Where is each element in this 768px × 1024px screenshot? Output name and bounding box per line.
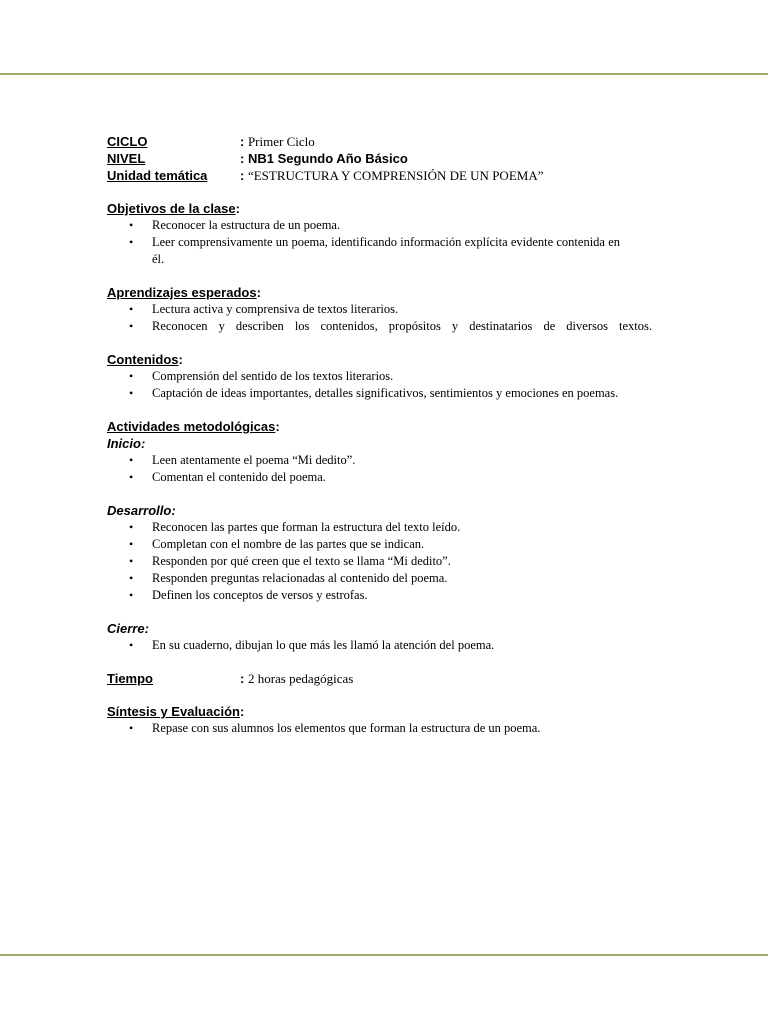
sintesis-heading: Síntesis y Evaluación: [107,704,245,719]
tiempo-label: Tiempo [107,671,153,686]
list-item: • Completan con el nombre de las partes que se indican. [129,537,425,551]
nivel-row: NIVEL : NB1 Segundo Año Básico [107,151,408,166]
ciclo-label: CICLO [107,134,148,149]
sintesis-list [107,720,667,737]
list-item: • Definen los conceptos de versos y estrofas. [129,588,368,602]
list-item: • Leer comprensivamente un poema, identificando información explícita evidente contenida en él. [129,235,620,266]
list-item: • Reconocen y describen los contenidos, propósitos y destinatarios de diversos textos. [129,319,652,333]
inicio-list [107,452,667,486]
list-item: • Reconocer la estructura de un poema. [129,218,341,232]
contenidos-heading: Contenidos: [107,352,183,367]
bottom-divider [0,954,768,956]
unidad-label: Unidad temática [107,168,208,183]
list-item: • En su cuaderno, dibujan lo que más les llamó la atención del poema. [129,638,495,652]
list-item: • Reconocen las partes que forman la estructura del texto leído. [129,520,461,534]
tiempo-row: Tiempo : 2 horas pedagógicas [107,671,354,686]
list-item: • Captación de ideas importantes, detalles significativos, sentimientos y emociones en poemas. [129,386,619,400]
desarrollo-list [107,519,667,604]
ciclo-value: Primer Ciclo [247,134,315,149]
list-item: • Responden por qué creen que el texto se llama “Mi dedito”. [129,554,451,568]
list-item: • Repase con sus alumnos los elementos que forman la estructura de un poema. [129,721,541,735]
list-item: • Responden preguntas relacionadas al contenido del poema. [129,571,448,585]
list-item: • Lectura activa y comprensiva de textos literarios. [129,302,399,316]
list-item: • Comentan el contenido del poema. [129,470,326,484]
ciclo-row: CICLO : Primer Ciclo [107,134,315,149]
top-divider [0,73,768,75]
cierre-heading: Cierre: [107,621,149,636]
objetivos-list [107,217,667,268]
unidad-value: “ESTRUCTURA Y COMPRENSIÓN DE UN POEMA” [247,168,544,183]
tiempo-value: 2 horas pedagógicas [247,671,354,686]
actividades-heading: Actividades metodológicas: [107,419,280,434]
aprendizajes-list [107,301,667,335]
inicio-heading: Inicio: [107,436,146,451]
lesson-plan [107,133,667,737]
list-item: • Leen atentamente el poema “Mi dedito”. [129,453,356,467]
nivel-label: NIVEL [107,151,146,166]
cierre-list [107,637,667,654]
list-item: • Comprensión del sentido de los textos literarios. [129,369,394,383]
contenidos-list [107,368,667,402]
nivel-value: NB1 Segundo Año Básico [247,151,408,166]
unidad-row: Unidad temática : “ESTRUCTURA Y COMPRENSIÓN DE UN POEMA” [107,168,544,183]
objetivos-heading: Objetivos de la clase: [107,201,240,216]
aprendizajes-heading: Aprendizajes esperados: [107,285,261,300]
desarrollo-heading: Desarrollo: [107,503,176,518]
